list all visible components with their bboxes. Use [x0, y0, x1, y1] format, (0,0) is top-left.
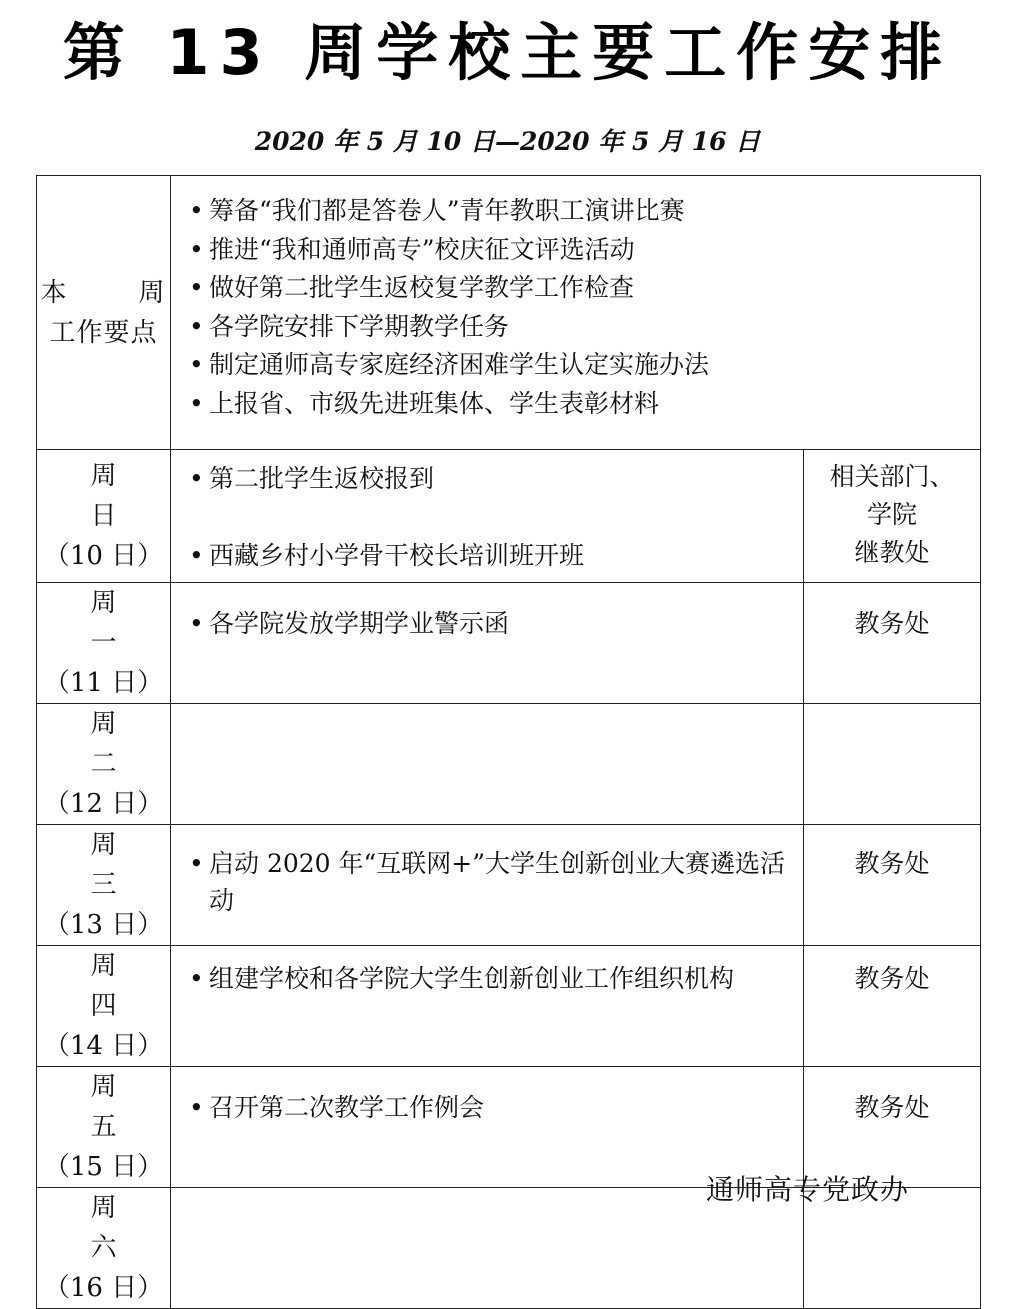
day-row-wednesday: [37, 825, 981, 946]
day-row-monday: [37, 583, 981, 704]
day-label: 周二 （12 日）: [37, 704, 171, 825]
task-item: • 西藏乡村小学骨干校长培训班开班: [185, 537, 795, 574]
day-tasks: [171, 704, 804, 825]
day-tasks: [171, 583, 804, 704]
issuer-signature: 通师高专党政办: [706, 1173, 910, 1206]
dept-cell: [804, 704, 981, 825]
schedule-table: [36, 175, 981, 1309]
task-item: • 召开第二次教学工作例会: [185, 1089, 795, 1126]
dept-cell: [804, 825, 981, 946]
task-item: • 各学院发放学期学业警示函: [185, 605, 795, 642]
key-points-label-line2: 工作要点: [49, 317, 158, 348]
dept-name: 教务处: [854, 1093, 930, 1122]
dept-name: 学院: [867, 500, 918, 529]
day-tasks: [171, 450, 804, 583]
key-points-label-b: 周: [138, 277, 167, 308]
day-row-sunday: [37, 450, 981, 583]
key-point-item: • 推进“我和通师高专”校庆征文评选活动: [185, 231, 980, 270]
dept-cell: [804, 583, 981, 704]
key-point-item: • 各学院安排下学期教学任务: [185, 308, 980, 347]
dept-name: 相关部门、: [829, 462, 955, 491]
key-points-row: [37, 176, 981, 450]
key-point-item: • 上报省、市级先进班集体、学生表彰材料: [185, 385, 980, 424]
day-label: 周六 （16 日）: [37, 1188, 171, 1309]
key-points-cell: [171, 176, 981, 450]
day-tasks: [171, 825, 804, 946]
key-point-item: • 制定通师高专家庭经济困难学生认定实施办法: [185, 346, 980, 385]
day-label: 周五 （15 日）: [37, 1067, 171, 1188]
task-item: • 组建学校和各学院大学生创新创业工作组织机构: [185, 960, 795, 997]
day-label: 周一 （11 日）: [37, 583, 171, 704]
day-tasks: [171, 946, 804, 1067]
dept-name: 教务处: [854, 849, 930, 878]
dept-cell: [804, 946, 981, 1067]
day-label: 周三 （13 日）: [37, 825, 171, 946]
key-points-label: [37, 176, 171, 450]
day-row-tuesday: [37, 704, 981, 825]
day-label: 周四 （14 日）: [37, 946, 171, 1067]
key-points-label-a: 本: [40, 277, 69, 308]
dept-cell: [804, 450, 981, 583]
key-point-item: • 筹备“我们都是答卷人”青年教职工演讲比赛: [185, 192, 980, 231]
task-item: • 启动 2020 年“互联网+”大学生创新创业大赛遴选活动: [185, 845, 795, 919]
day-label: 周日 （10 日）: [37, 450, 171, 583]
key-points-list: [171, 176, 980, 441]
date-range: 2020 年 5 月 10 日—2020 年 5 月 16 日: [254, 127, 761, 156]
page-title: 第 13 周学校主要工作安排: [62, 16, 953, 89]
dept-name: 教务处: [854, 609, 930, 638]
dept-name: 教务处: [854, 964, 930, 993]
dept-name: 继教处: [854, 538, 930, 567]
key-point-item: • 做好第二批学生返校复学教学工作检查: [185, 269, 980, 308]
day-row-thursday: [37, 946, 981, 1067]
task-item: • 第二批学生返校报到: [185, 460, 795, 497]
